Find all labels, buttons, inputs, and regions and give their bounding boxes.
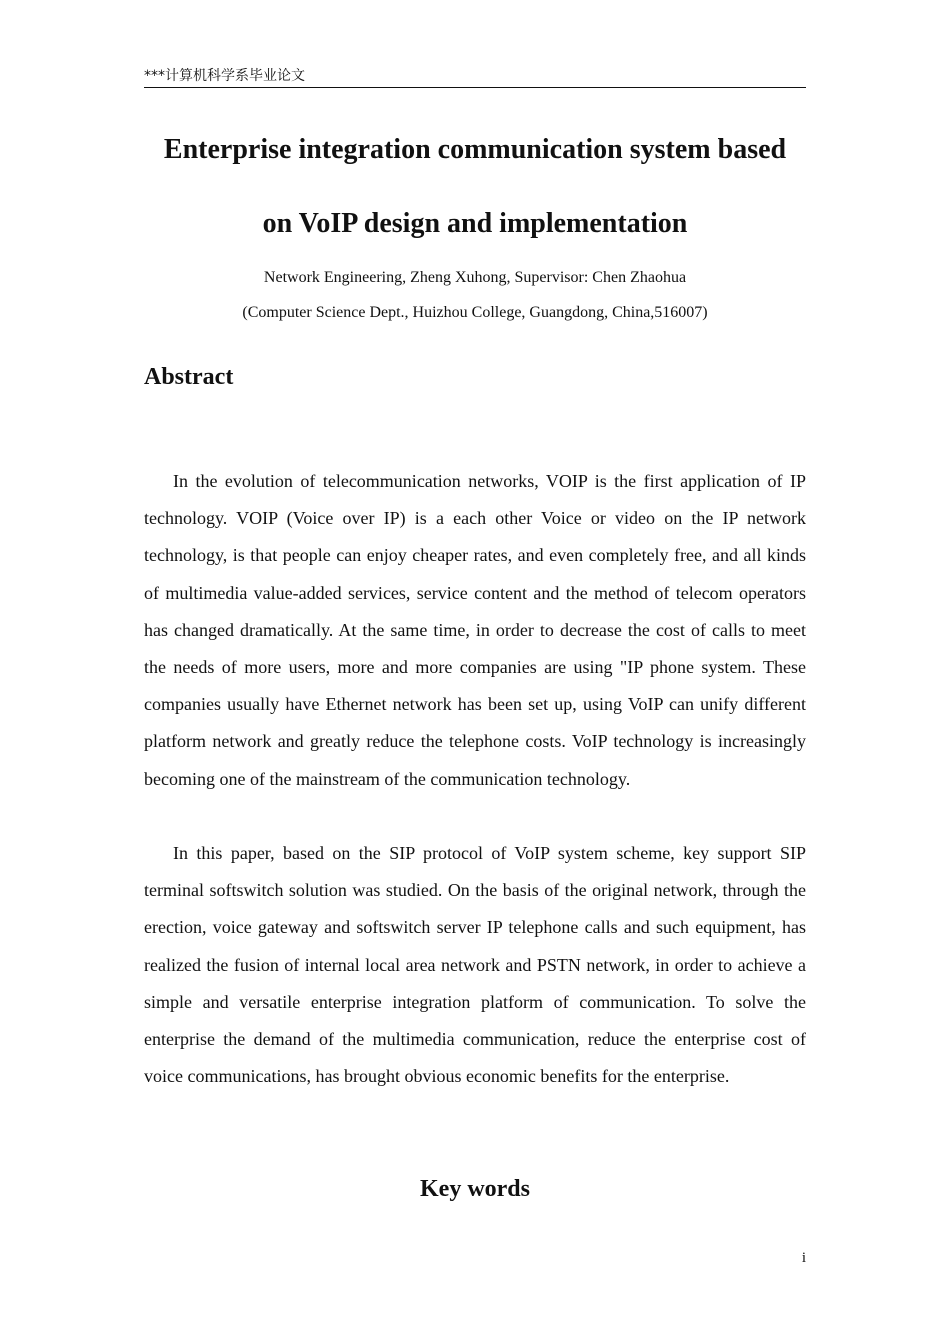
abstract-paragraph-2: In this paper, based on the SIP protocol of VoIP system scheme, key support SIP terminal softswitch solution was studied. On the basis of the original network, through the erection, voice gateway and softswitch server IP telephone calls and such equipment, has realized the fusion of internal local area network and PSTN network, in order to achieve a simple and versatile enterprise integration platform of communication. To solve the enterprise the demand of the multimedia communication, reduce the enterprise cost of voice communications, has brought obvious economic benefits for the enterprise. <box>144 843 806 1087</box>
abstract-heading: Abstract <box>144 364 234 390</box>
page-number: i <box>801 1250 806 1266</box>
running-header: ***计算机科学系毕业论文 <box>144 68 305 84</box>
header-divider <box>144 87 806 88</box>
abstract-paragraph-1: In the evolution of telecommunication networks, VOIP is the first application of IP technology. VOIP (Voice over IP) is a each other Voice or video on the IP network technology, is that people can enjoy cheaper rates, and even completely free, and all kinds of multimedia value-added services, service content and the method of telecom operators has changed dramatically. At the same time, in order to decrease the cost of calls to meet the needs of more users, more and more companies are using "IP phone system. These companies usually have Ethernet network has been set up, using VoIP can unify different platform network and greatly reduce the telephone costs. VoIP technology is increasingly becoming one of the mainstream of the communication technology. <box>144 471 806 789</box>
author-affiliation: (Computer Science Dept., Huizhou College, Guangdong, China,516007) <box>242 304 708 321</box>
paper-title-line-1: Enterprise integration communication system based <box>163 134 787 165</box>
keywords-heading: Key words <box>420 1176 530 1202</box>
paper-title-line-2: on VoIP design and implementation <box>262 208 688 239</box>
author-byline: Network Engineering, Zheng Xuhong, Supervisor: Chen Zhaohua <box>263 269 687 286</box>
